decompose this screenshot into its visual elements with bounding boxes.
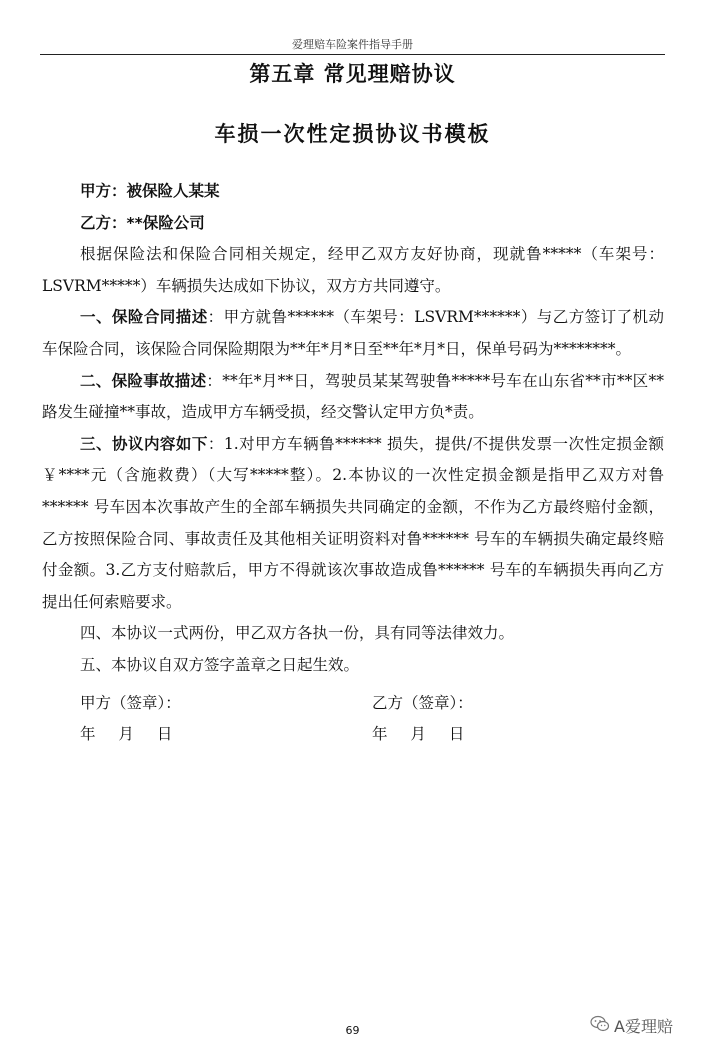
date-row	[42, 719, 664, 750]
signature-party-a: 甲方（签章）：	[80, 693, 181, 712]
section-1-heading: 一、保险合同描述	[80, 308, 208, 327]
preamble: 根据保险法和保险合同相关规定，经甲乙双方友好协商，现就鲁*****（车架号：LSVRM*****）车辆损失达成如下协议，双方方共同遵守。	[42, 245, 664, 295]
document-title: 车损一次性定损协议书模板	[214, 122, 491, 146]
section-2-heading: 二、保险事故描述	[80, 371, 207, 390]
watermark	[590, 1014, 673, 1037]
running-header: 爱理赔车险案件指导手册	[292, 38, 413, 51]
section-3-text: ：1.对甲方车辆鲁****** 损失，提供/不提供发票一次性定损金额￥****元（含施救费）（大写*****整）。2.本协议的一次性定损金额是指甲乙双方对鲁****** 号车因本次事故产生的全部车辆损失共同确定的金额，不作为乙方最终赔付金额，乙方按照保险合同、事故责任及其他相关证明资料对鲁****** 号车的车辆损失确定最终赔付金额。3.乙方支付赔款后，甲方不得就该次事故造成鲁****** 号车的车辆损失再向乙方提出任何索赔要求。	[42, 434, 664, 611]
section-3-heading: 三、协议内容如下	[80, 434, 208, 453]
wechat-icon	[590, 1015, 614, 1037]
section-3	[42, 429, 664, 619]
date-party-a: 年 月 日	[80, 724, 173, 743]
section-5: 五、本协议自双方签字盖章之日起生效。	[80, 655, 360, 674]
section-1	[42, 302, 664, 365]
date-party-b: 年 月 日	[372, 724, 465, 743]
page-number: 69	[345, 1024, 360, 1037]
signature-party-b: 乙方（签章）：	[372, 693, 473, 712]
party-b: 乙方：**保险公司	[80, 213, 205, 232]
section-2-text: ：**年*月**日，驾驶员某某驾驶鲁*****号车在山东省**市**区**路发生碰撞**事故，造成甲方车辆受损，经交警认定甲方负*责。	[42, 371, 664, 422]
section-2	[42, 366, 664, 429]
party-a: 甲方：被保险人某某	[80, 182, 220, 200]
watermark-text: A爱理赔	[614, 1017, 673, 1036]
signature-row	[42, 688, 664, 719]
header-rule	[40, 54, 665, 55]
chapter-title: 第五章 常见理赔协议	[249, 62, 456, 86]
section-1-text: ：甲方就鲁******（车架号：LSVRM******）与乙方签订了机动车保险合同，该保险合同保险期限为**年*月*日至**年*月*日，保单号码为********。	[42, 308, 664, 358]
section-4: 四、本协议一式两份，甲乙双方各执一份，具有同等法律效力。	[80, 624, 515, 643]
agreement-body	[42, 176, 664, 750]
